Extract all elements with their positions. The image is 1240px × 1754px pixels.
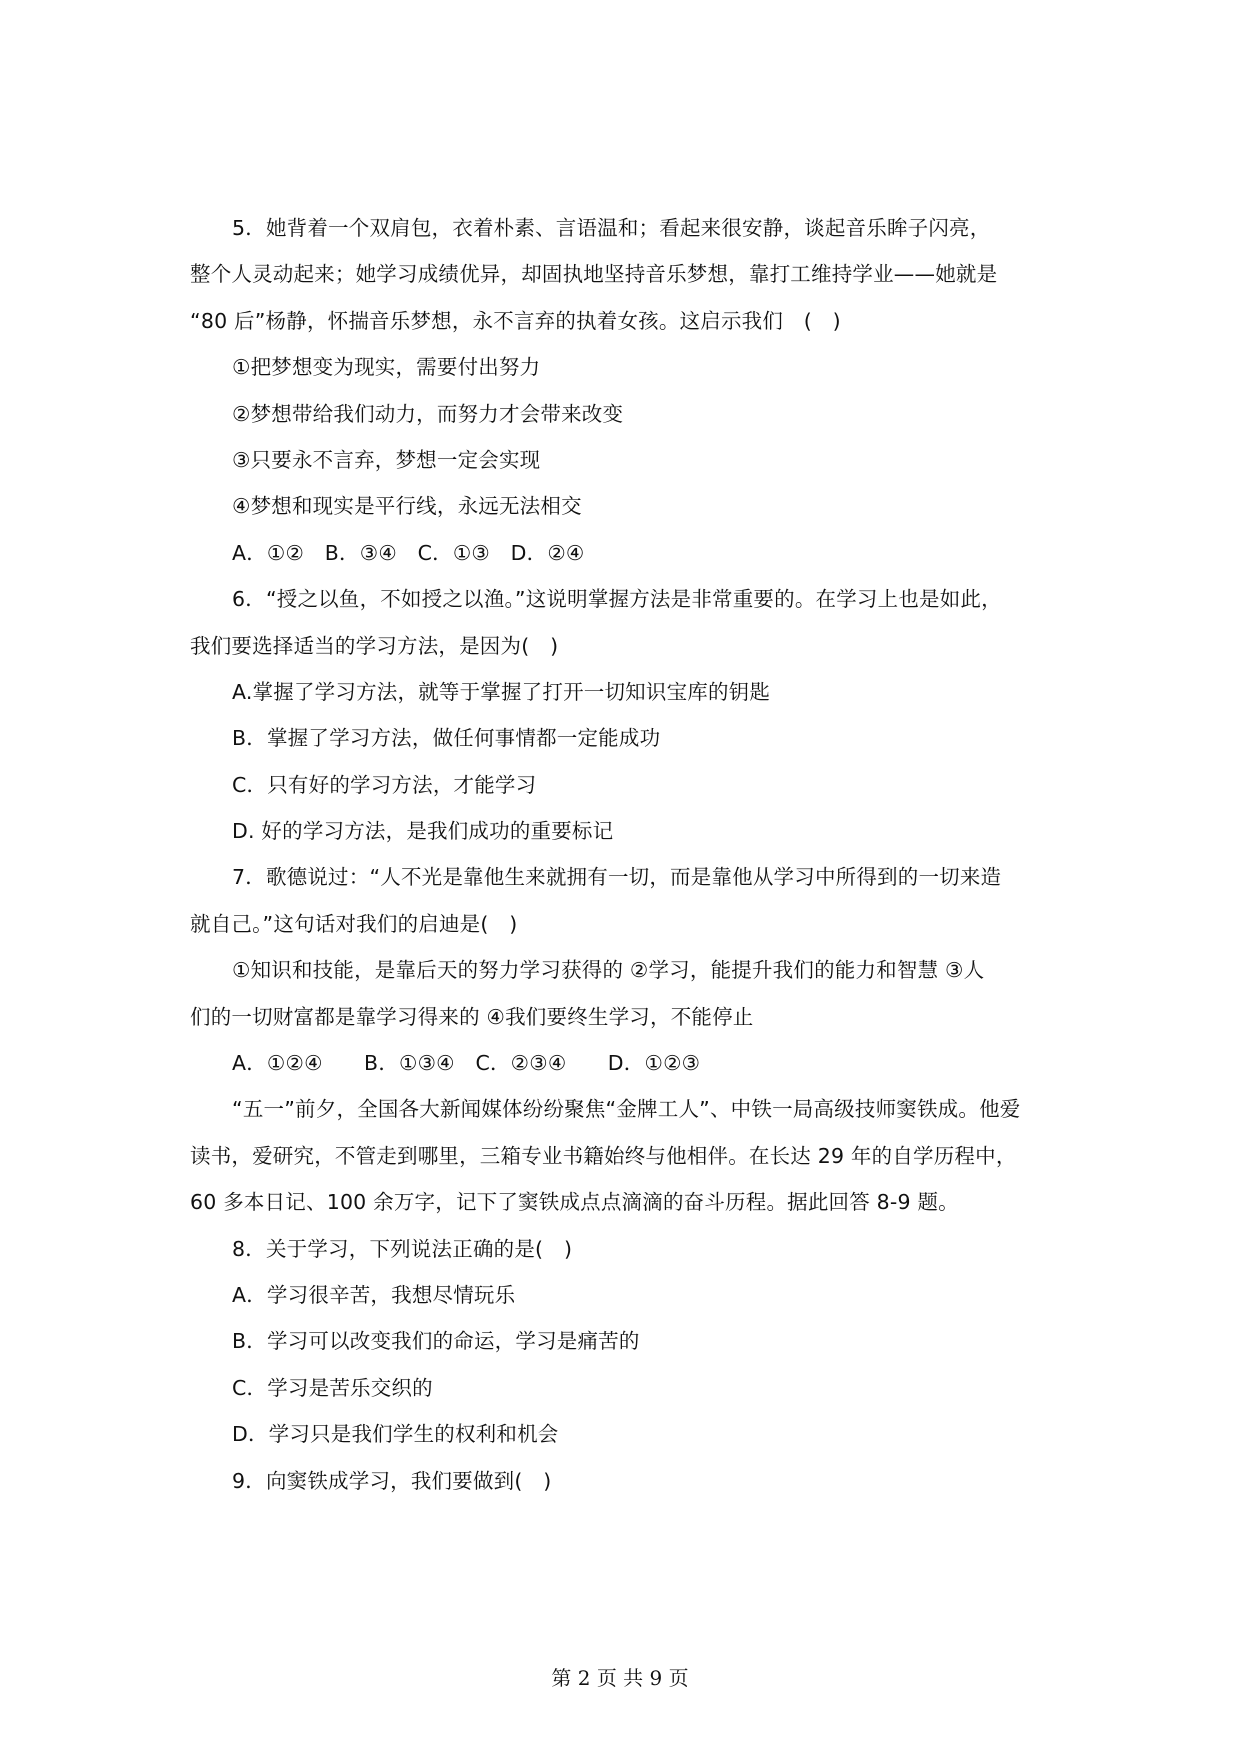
answer-option: A.掌握了学习方法，就等于掌握了打开一切知识宝库的钥匙 — [232, 679, 771, 704]
answer-option: D．学习只是我们学生的权利和机会 — [232, 1422, 559, 1447]
question-stem-line: 就自己。”这句话对我们的启迪是( ) — [190, 911, 518, 936]
statement-line: ①知识和技能，是靠后天的努力学习获得的 ②学习，能提升我们的能力和智慧 ③人 — [232, 958, 985, 983]
passage-line: 读书，爱研究，不管走到哪里，三箱专业书籍始终与他相伴。在长达 29 年的自学历程中， — [190, 1143, 1017, 1168]
statement: ③只要永不言弃，梦想一定会实现 — [232, 447, 541, 472]
statement: ②梦想带给我们动力，而努力才会带来改变 — [232, 401, 624, 426]
statement: ④梦想和现实是平行线，永远无法相交 — [232, 494, 582, 519]
question-6 — [190, 576, 1060, 854]
answer-option: C．只有好的学习方法，才能学习 — [232, 772, 537, 797]
question-stem-line: 整个人灵动起来；她学习成绩优异，却固执地坚持音乐梦想，靠打工维持学业——她就是 — [190, 262, 998, 287]
passage-line: 60 多本日记、100 余万字，记下了窦铁成点点滴滴的奋斗历程。据此回答 8-9 题。 — [190, 1190, 959, 1215]
answer-option: A．学习很辛苦，我想尽情玩乐 — [232, 1282, 516, 1307]
question-9 — [190, 1458, 1060, 1504]
answer-option: C．学习是苦乐交织的 — [232, 1375, 433, 1400]
answer-options: A．①②④ B．①③④ C．②③④ D．①②③ — [232, 1051, 701, 1076]
statement: ①把梦想变为现实，需要付出努力 — [232, 355, 541, 380]
question-stem-line: 7．歌德说过：“人不光是靠他生来就拥有一切，而是靠他从学习中所得到的一切来造 — [232, 865, 1002, 890]
question-8 — [190, 1226, 1060, 1458]
document-page — [190, 205, 1060, 1504]
question-stem-line: 我们要选择适当的学习方法，是因为( ) — [190, 633, 559, 658]
reading-passage — [190, 1086, 1060, 1225]
question-5 — [190, 205, 1060, 576]
answer-options: A．①② B．③④ C．①③ D．②④ — [232, 540, 585, 565]
question-stem-line: 5．她背着一个双肩包，衣着朴素、言语温和；看起来很安静，谈起音乐眸子闪亮， — [232, 216, 991, 240]
answer-option: B．掌握了学习方法，做任何事情都一定能成功 — [232, 726, 661, 751]
question-stem-line: 6．“授之以鱼，不如授之以渔。”这说明掌握方法是非常重要的。在学习上也是如此， — [232, 587, 1002, 612]
statement-line: 们的一切财富都是靠学习得来的 ④我们要终生学习，不能停止 — [190, 1004, 754, 1029]
question-7 — [190, 854, 1060, 1086]
question-stem-line: 8．关于学习，下列说法正确的是( ) — [232, 1236, 573, 1261]
page-number-footer: 第 2 页 共 9 页 — [551, 1666, 689, 1690]
question-stem-line: “80 后”杨静，怀揣音乐梦想，永不言弃的执着女孩。这启示我们 ( ) — [190, 308, 841, 333]
answer-option: B．学习可以改变我们的命运，学习是痛苦的 — [232, 1329, 640, 1354]
question-stem-line: 9．向窦铁成学习，我们要做到( ) — [232, 1468, 552, 1493]
answer-option: D. 好的学习方法，是我们成功的重要标记 — [232, 819, 614, 844]
passage-line: “五一”前夕，全国各大新闻媒体纷纷聚焦“金牌工人”、中铁一局高级技师窦铁成。他爱 — [232, 1097, 1021, 1122]
